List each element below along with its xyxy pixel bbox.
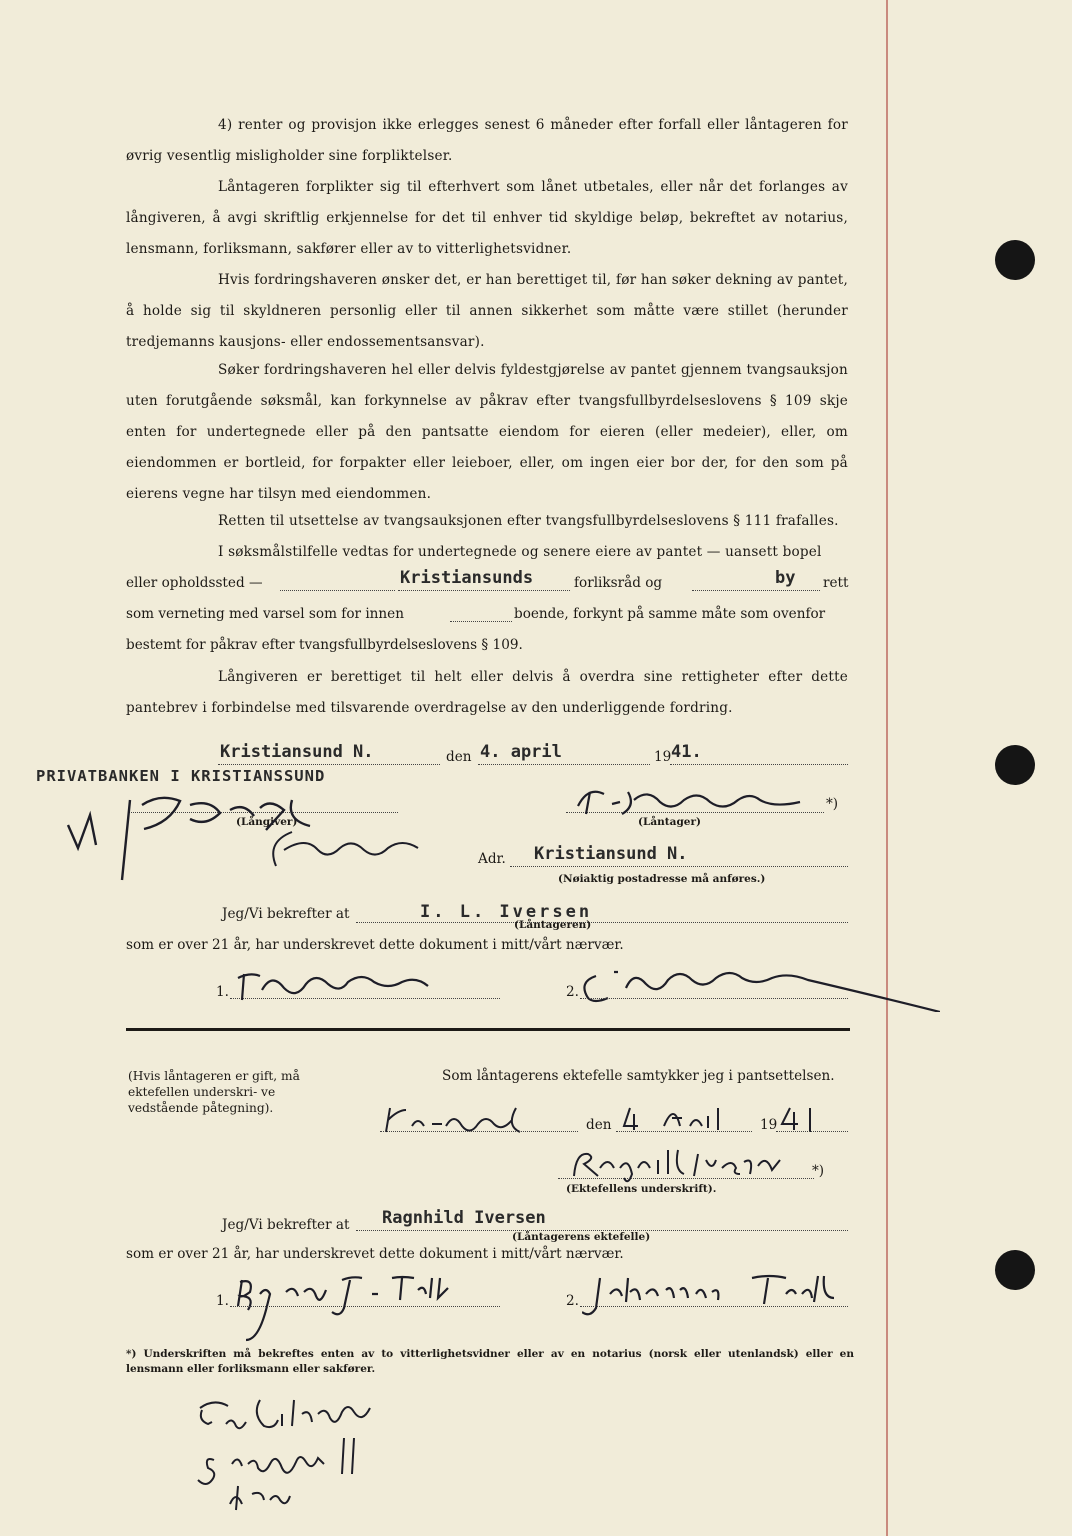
- venue-line-3b: boende, forkynt på samme måte som ovenfor: [514, 606, 826, 622]
- lender-cosignature: [262, 826, 462, 876]
- venue-mid: forliksråd og: [574, 575, 663, 591]
- borrower-caption: (Låntager): [638, 816, 701, 828]
- spouse-name-caption: (Låntagerens ektefelle): [512, 1231, 651, 1243]
- witness-statement-1: som er over 21 år, har underskrevet dette dokument i mitt/vårt nærvær.: [126, 937, 624, 953]
- spouse-year-handwritten: [778, 1104, 828, 1134]
- court-place: Kristiansunds: [400, 568, 534, 588]
- footnote: *) Underskriften må bekreftes enten av to vitterlighetsvidner eller av en notarius (norsk eller utenlandsk) eller en lensmann eller forliksmann eller sakfører.: [126, 1348, 854, 1375]
- spouse-witness-no-2: 2.: [566, 1293, 579, 1309]
- borrower-address: Kristiansund N.: [534, 844, 688, 864]
- adr-label: Adr.: [478, 851, 506, 867]
- execution-place: Kristiansund N.: [220, 742, 374, 762]
- witnessed-spouse-name: Ragnhild Iversen: [382, 1208, 546, 1228]
- venue-pre: eller opholdssted —: [126, 575, 263, 591]
- paragraph-default-clause: 4) renter og provisjon ikke erlegges senest 6 måneder efter forfall eller låntageren for øvrig vesentlig misligholder sine forpliktelser.: [126, 117, 848, 164]
- venue-post: rett: [823, 575, 849, 591]
- spouse-witness-no-1: 1.: [216, 1293, 229, 1309]
- spouse-year-prefix: 19: [760, 1117, 778, 1133]
- venue-line-1: I søksmålstilfelle vedtas for undertegnede og senere eiere av pantet — uansett bopel: [218, 544, 822, 560]
- spouse-place-handwritten: [384, 1104, 544, 1134]
- spouse-witness-signature-2: [582, 1272, 852, 1320]
- spouse-note: (Hvis låntageren er gift, må ektefellen underskri- ve vedstående påtegning).: [128, 1069, 300, 1115]
- registrar-handwritten-note: [190, 1390, 440, 1520]
- section-divider: [126, 1028, 850, 1031]
- punch-hole: [995, 745, 1035, 785]
- venue-line-3a: som verneting med varsel som for innen: [126, 606, 404, 622]
- spouse-consent: Som låntagerens ektefelle samtykker jeg i pantsettelsen.: [442, 1068, 835, 1084]
- address-caption: (Nøiaktig postadresse må anføres.): [558, 873, 766, 885]
- spouse-signature: [566, 1146, 826, 1186]
- paragraph-foreclosure: Søker fordringshaveren hel eller delvis fyldestgjørelse av pantet gjennem tvangsauksjon uten forutgående søksmål, kan forkynnelse av påkrav efter tvangsfullbyrdelseslovens § 109 skje enten for undertegnede eller på den pantsatte eiendom for eieren (eller medeier), eller, om eiendommen er bortleid, for forpakter eller leieboer, eller, om ingen eier bor der, for den som på eierens vegne har tilsyn med eiendommen.: [126, 362, 848, 502]
- confirm-label-1: Jeg/Vi bekrefter at: [222, 906, 350, 922]
- borrower-asterisk: *): [826, 796, 839, 812]
- witness-no-1: 1.: [216, 984, 229, 1000]
- paragraph-other-security: Hvis fordringshaveren ønsker det, er han berettiget til, før han søker dekning av pantet, å holde sig til skyldneren personlig eller til annen sikkerhet som måtte være stillet (herunder tredjemanns kausjons- eller endossementsansvar).: [126, 272, 848, 350]
- court-type: by: [775, 568, 796, 588]
- spouse-asterisk: *): [812, 1163, 825, 1179]
- spouse-date-handwritten: [620, 1104, 740, 1134]
- execution-den: den: [446, 749, 472, 765]
- borrower-name-caption: (Låntageren): [514, 919, 592, 931]
- witness-signature-1: [236, 966, 466, 1002]
- paragraph-transfer: Långiveren er berettiget til helt eller delvis å overdra sine rettigheter efter dette pantebrev i forbindelse med tilsvarende overdragelse av den underliggende fordring.: [126, 669, 848, 716]
- punch-hole: [995, 240, 1035, 280]
- witness-signature-2: [578, 962, 940, 1012]
- execution-date: 4. april: [480, 742, 562, 762]
- execution-year-prefix: 19: [654, 749, 672, 765]
- execution-year: 41.: [671, 742, 702, 762]
- venue-line-4: bestemt for påkrav efter tvangsfullbyrdelseslovens § 109.: [126, 637, 523, 653]
- witness-no-2: 2.: [566, 984, 579, 1000]
- margin-line: [886, 0, 888, 1536]
- witness-statement-2: som er over 21 år, har underskrevet dette dokument i mitt/vårt nærvær.: [126, 1246, 624, 1262]
- spouse-signature-caption: (Ektefellens underskrift).: [566, 1183, 717, 1195]
- lender-caption: (Långiver): [236, 816, 298, 828]
- spouse-den: den: [586, 1117, 612, 1133]
- punch-hole: [995, 1250, 1035, 1290]
- spouse-witness-signature-1: [232, 1274, 482, 1344]
- paragraph-postponement: Retten til utsettelse av tvangsauksjonen efter tvangsfullbyrdelseslovens § 111 frafalles.: [218, 513, 839, 529]
- paragraph-acknowledgement: Låntageren forplikter sig til efterhvert som lånet utbetales, eller når det forlanges av långiveren, å avgi skriftlig erkjennelse for det til enhver tid skyldige beløp, bekreftet av notarius, lensmann, forliksmann, sakfører eller av to vitterlighetsvidner.: [126, 179, 848, 257]
- lender-stamp: PRIVATBANKEN I KRISTIANSSUND: [36, 767, 326, 785]
- confirm-label-2: Jeg/Vi bekrefter at: [222, 1217, 350, 1233]
- borrower-signature: [572, 782, 832, 822]
- witnessed-borrower-name: I. L. Iversen: [420, 902, 593, 922]
